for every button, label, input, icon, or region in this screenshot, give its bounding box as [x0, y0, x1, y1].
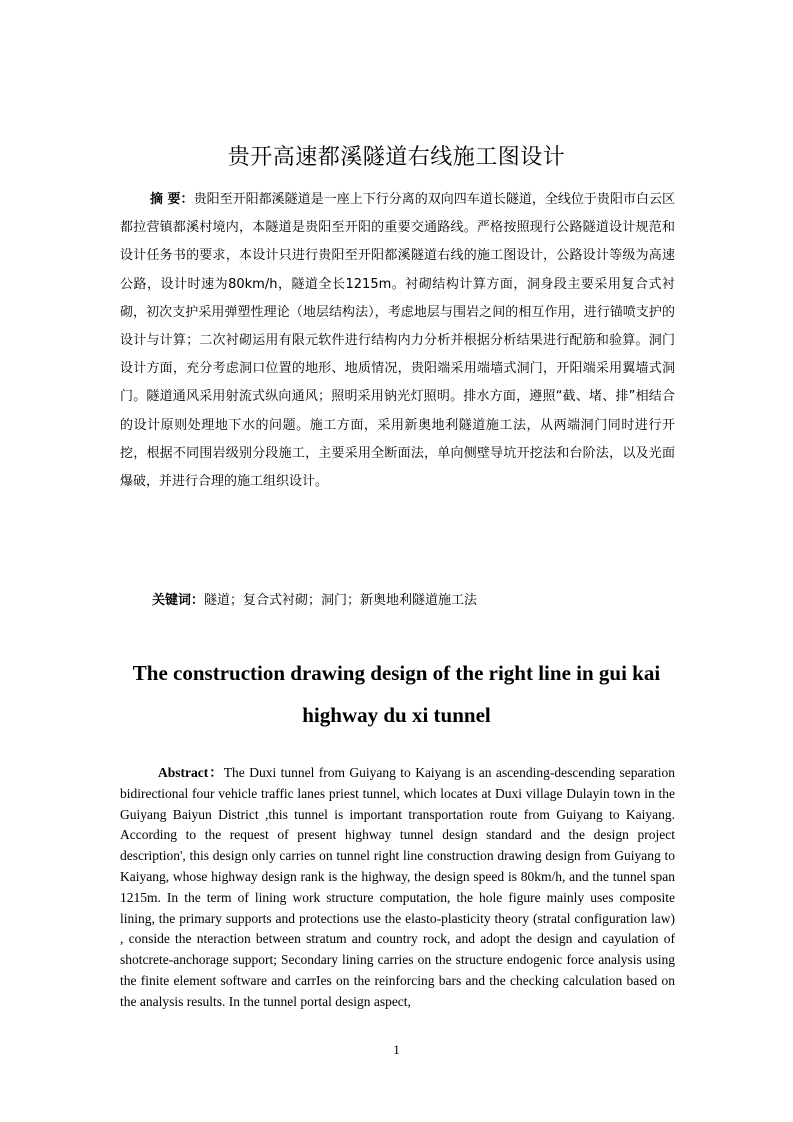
english-title: The construction drawing design of the right line in gui kai highway du xi tunnel — [132, 661, 661, 727]
chinese-abstract-label: 摘 要： — [150, 192, 194, 207]
english-abstract-label: Abstract： — [158, 765, 224, 780]
english-abstract-text: The Duxi tunnel from Guiyang to Kaiyang is an ascending-descending separation bidirectional four vehicle traffic lanes priest tunnel, which locates at Duxi village Dulayin town in the Guiyang Baiyun District ,this tunnel is important transportation route from Guiyang to Kaiyang. According to the request of present highway tunnel design standard and the design project description', this design only carries on tunnel right line construction drawing design from Guiyang to Kaiyang, whose highway design rank is the highway, the design speed is 80km/h, and the tunnel span 1215m. In the term of lining work structure computation, the hole figure mainly uses composite lining, the primary supports and protections use the elasto-plasticity theory (stratal configuration law) , conside the nteraction between stratum and country rock, and adopt the design and cayulation of shotcrete-anchorage support; Secondary lining carries on the structure endogenic force analysis using the finite element software and carrIes on the reinforcing bars and the checking calculation based on the analysis results. In the tunnel portal design aspect, — [120, 765, 675, 1009]
english-abstract — [120, 763, 675, 1013]
chinese-title: 贵开高速都溪隧道右线施工图设计 — [227, 145, 566, 170]
chinese-keywords-text: 隧道；复合式衬砌；洞门；新奥地利隧道施工法 — [204, 593, 478, 608]
chinese-keywords-label: 关键词： — [152, 593, 205, 608]
page-number: 1 — [393, 1042, 400, 1057]
chinese-keywords — [152, 590, 692, 612]
chinese-abstract-text: 贵阳至开阳都溪隧道是一座上下行分离的双向四车道长隧道，全线位于贵阳市白云区都拉营镇都溪村境内，本隧道是贵阳至开阳的重要交通路线。严格按照现行公路隧道设计规范和设计任务书的要求，本设计只进行贵阳至开阳都溪隧道右线的施工图设计，公路设计等级为高速公路，设计时速为80km/h，隧道全长1215m。衬砌结构计算方面，洞身段主要采用复合式衬砌，初次支护采用弹塑性理论（地层结构法），考虑地层与围岩之间的相互作用，进行锚喷支护的设计与计算；二次衬砌运用有限元软件进行结构内力分析并根据分析结果进行配筋和验算。洞门设计方面，充分考虑洞口位置的地形、地质情况，贵阳端采用端墙式洞门，开阳端采用翼墙式洞门。隧道通风采用射流式纵向通风；照明采用钠光灯照明。排水方面，遵照“截、堵、排”相结合的设计原则处理地下水的问题。施工方面，采用新奥地利隧道施工法，从两端洞门同时进行开挖，根据不同围岩级别分段施工，主要采用全断面法，单向侧壁导坑开挖法和台阶法，以及光面爆破，并进行合理的施工组织设计。 — [120, 192, 675, 490]
chinese-abstract — [120, 186, 675, 496]
